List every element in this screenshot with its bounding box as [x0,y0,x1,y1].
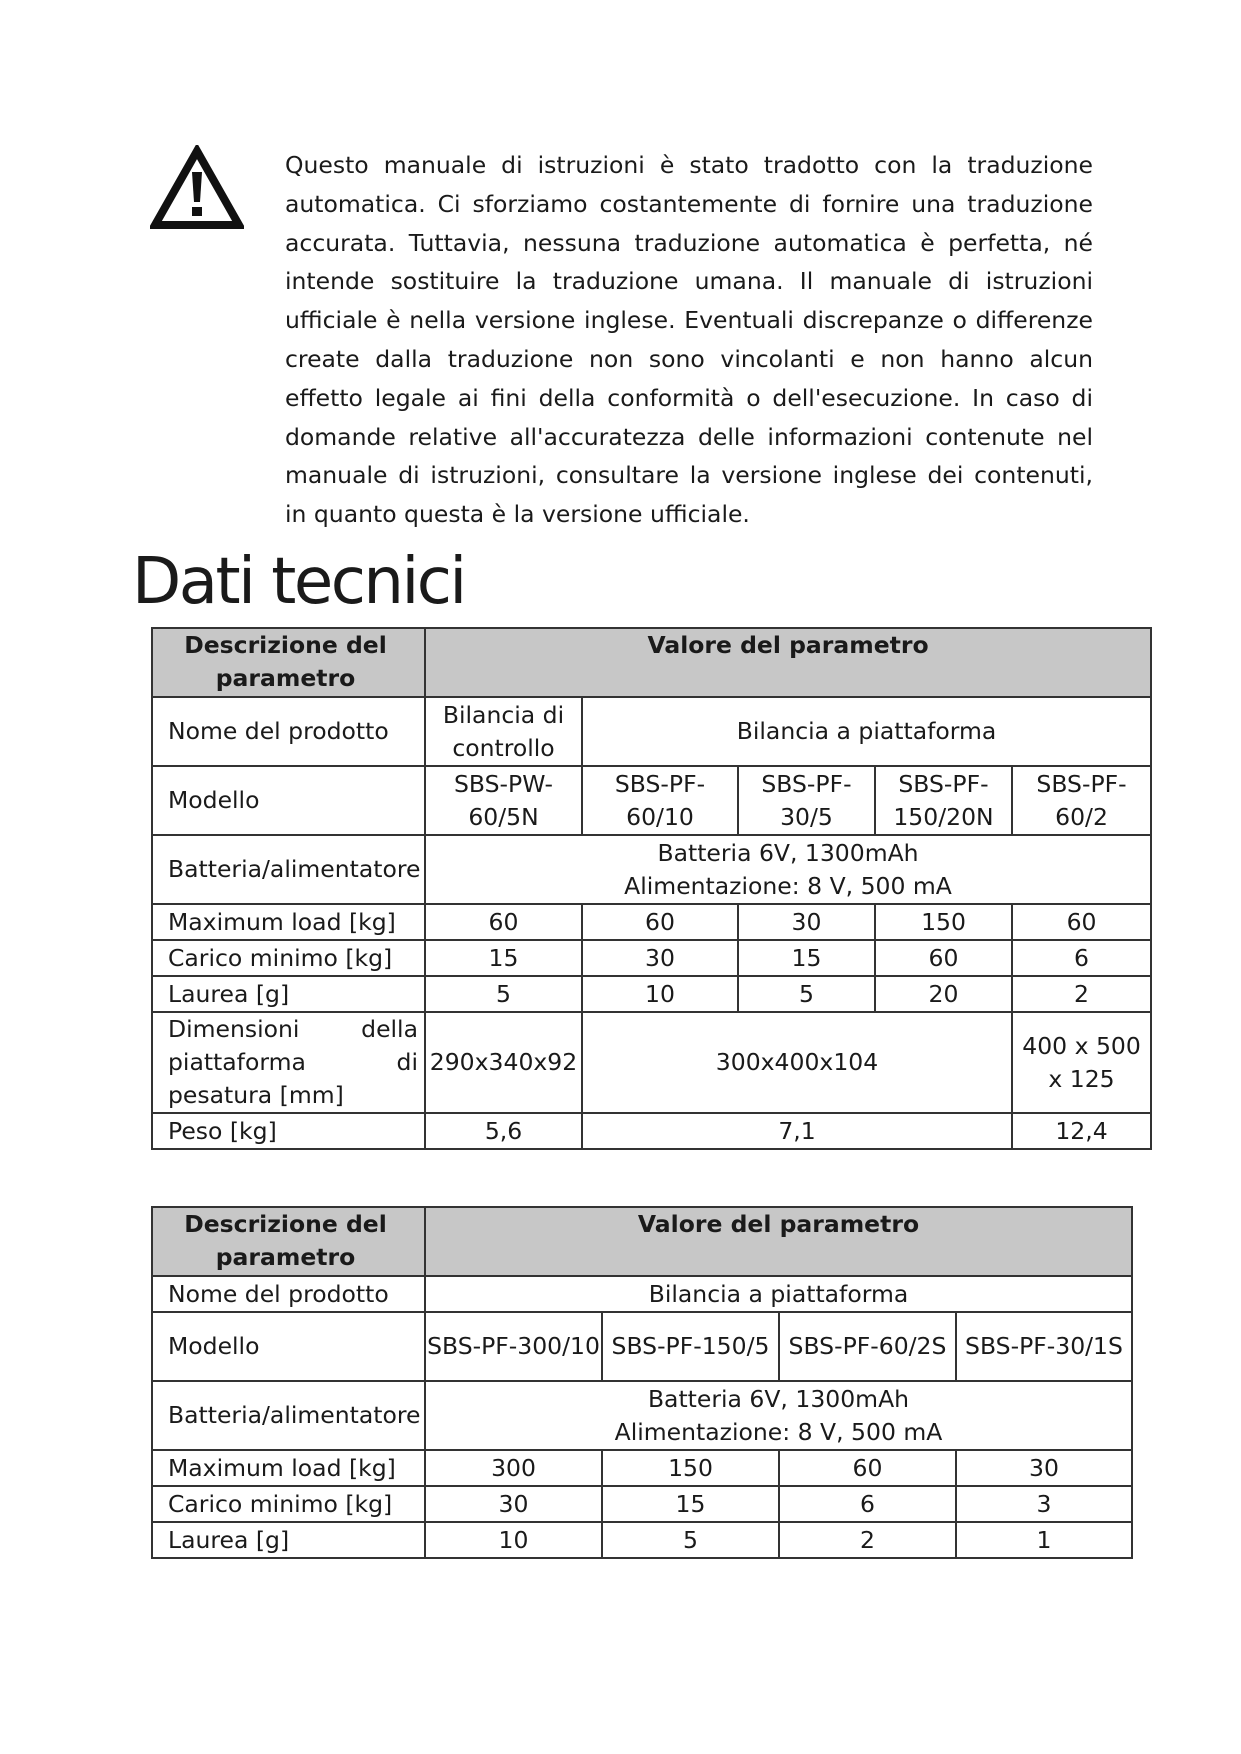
label-word: della [361,1015,418,1043]
label-word: Dimensioni [168,1015,300,1043]
row-label: Modello [152,766,425,835]
header-value: Valore del parametro [425,628,1151,697]
cell-model: SBS-PF-30/1S [956,1312,1132,1381]
spec-table-2 [151,1206,1133,1559]
cell-model: SBS-PF-150/20N [875,766,1012,835]
table-row-min-load [152,940,1151,976]
table-row-battery [152,1381,1132,1450]
row-label: Maximum load [kg] [152,904,425,940]
cell-value: 15 [425,940,582,976]
row-label: Maximum load [kg] [152,1450,425,1486]
header-param: Descrizione del parametro [152,1207,425,1276]
row-label [152,1012,425,1113]
cell-value: 300x400x104 [582,1012,1012,1113]
cell-model: SBS-PF-60/2 [1012,766,1151,835]
table-row-model [152,1312,1132,1381]
cell-value: 290x340x92 [425,1012,582,1113]
cell-value: 5 [425,976,582,1012]
cell-value: 3 [956,1486,1132,1522]
translation-notice: Questo manuale di istruzioni è stato tradotto con la traduzione automatica. Ci sforziamo costantemente di fornire una traduzione accurata. Tuttavia, nessuna traduzione automatica è perfetta, né intende sostituire la traduzione umana. Il manuale di istruzioni ufficiale è nella versione inglese. Eventuali discrepanze o differenze create dalla traduzione non sono vincolanti e non hanno alcun effetto legale ai fini della conformità o dell'esecuzione. In caso di domande relative all'accuratezza delle informazioni contenute nel manuale di istruzioni, consultare la versione inglese dei contenuti, in quanto questa è la versione ufficiale. [285,151,1093,529]
cell-value: 400 x 500 x 125 [1012,1012,1151,1113]
cell-value: 30 [425,1486,602,1522]
table-row-min-load [152,1486,1132,1522]
cell-value: 6 [779,1486,956,1522]
cell-value: 30 [582,940,738,976]
battery-line-2: Alimentazione: 8 V, 500 mA [614,1417,943,1446]
label-line: pesatura [mm] [168,1081,344,1109]
table-row-graduation [152,976,1151,1012]
battery-line-1: Batteria 6V, 1300mAh [647,1384,910,1413]
cell-value: 15 [738,940,875,976]
table-row-product [152,697,1151,766]
row-label: Carico minimo [kg] [152,1486,425,1522]
row-label: Carico minimo [kg] [152,940,425,976]
cell-product: Bilancia a piattaforma [425,1276,1132,1312]
row-label: Laurea [g] [152,1522,425,1558]
label-word: piattaforma [168,1048,306,1076]
table-row-max-load [152,904,1151,940]
cell-battery [425,835,1151,904]
battery-line-2: Alimentazione: 8 V, 500 mA [624,871,952,900]
table-row-product [152,1276,1132,1312]
spec-table-1 [151,627,1152,1150]
cell-value: 20 [875,976,1012,1012]
cell-value: 300 [425,1450,602,1486]
cell-value: 10 [425,1522,602,1558]
cell-value: 150 [875,904,1012,940]
cell-value: 15 [602,1486,779,1522]
cell-model: SBS-PF-150/5 [602,1312,779,1381]
row-label: Laurea [g] [152,976,425,1012]
header-param: Descrizione del parametro [152,628,425,697]
cell-value: 2 [1012,976,1151,1012]
cell-value: 2 [779,1522,956,1558]
cell-value: 7,1 [582,1113,1012,1149]
row-label: Peso [kg] [152,1113,425,1149]
cell-value: 5 [602,1522,779,1558]
cell-model: SBS-PF-60/2S [779,1312,956,1381]
table-row-weight [152,1113,1151,1149]
cell-value: 30 [956,1450,1132,1486]
battery-line-1: Batteria 6V, 1300mAh [657,838,919,867]
cell-battery [425,1381,1132,1450]
row-label: Nome del prodotto [152,697,425,766]
cell-model: SBS-PF-300/10 [425,1312,602,1381]
cell-product-check: Bilancia di controllo [425,697,582,766]
section-title: Dati tecnici [132,545,465,619]
cell-model: SBS-PF-60/10 [582,766,738,835]
row-label: Batteria/alimentatore [152,835,425,904]
cell-value: 60 [875,940,1012,976]
cell-product-platform: Bilancia a piattaforma [582,697,1151,766]
cell-value: 60 [1012,904,1151,940]
table-row-model [152,766,1151,835]
cell-value: 12,4 [1012,1113,1151,1149]
cell-model: SBS-PW-60/5N [425,766,582,835]
row-label: Nome del prodotto [152,1276,425,1312]
cell-value: 60 [779,1450,956,1486]
table-row-battery [152,835,1151,904]
header-value: Valore del parametro [425,1207,1132,1276]
table-row-graduation [152,1522,1132,1558]
table-row-dimensions [152,1012,1151,1113]
cell-value: 60 [425,904,582,940]
warning-triangle-icon [150,145,244,231]
table-row-max-load [152,1450,1132,1486]
cell-value: 6 [1012,940,1151,976]
cell-value: 150 [602,1450,779,1486]
cell-value: 30 [738,904,875,940]
label-word: di [396,1048,418,1076]
cell-model: SBS-PF-30/5 [738,766,875,835]
cell-value: 1 [956,1522,1132,1558]
row-label: Batteria/alimentatore [152,1381,425,1450]
cell-value: 10 [582,976,738,1012]
table-header-row [152,628,1151,697]
cell-value: 5,6 [425,1113,582,1149]
cell-value: 5 [738,976,875,1012]
row-label: Modello [152,1312,425,1381]
table-header-row [152,1207,1132,1276]
cell-value: 60 [582,904,738,940]
